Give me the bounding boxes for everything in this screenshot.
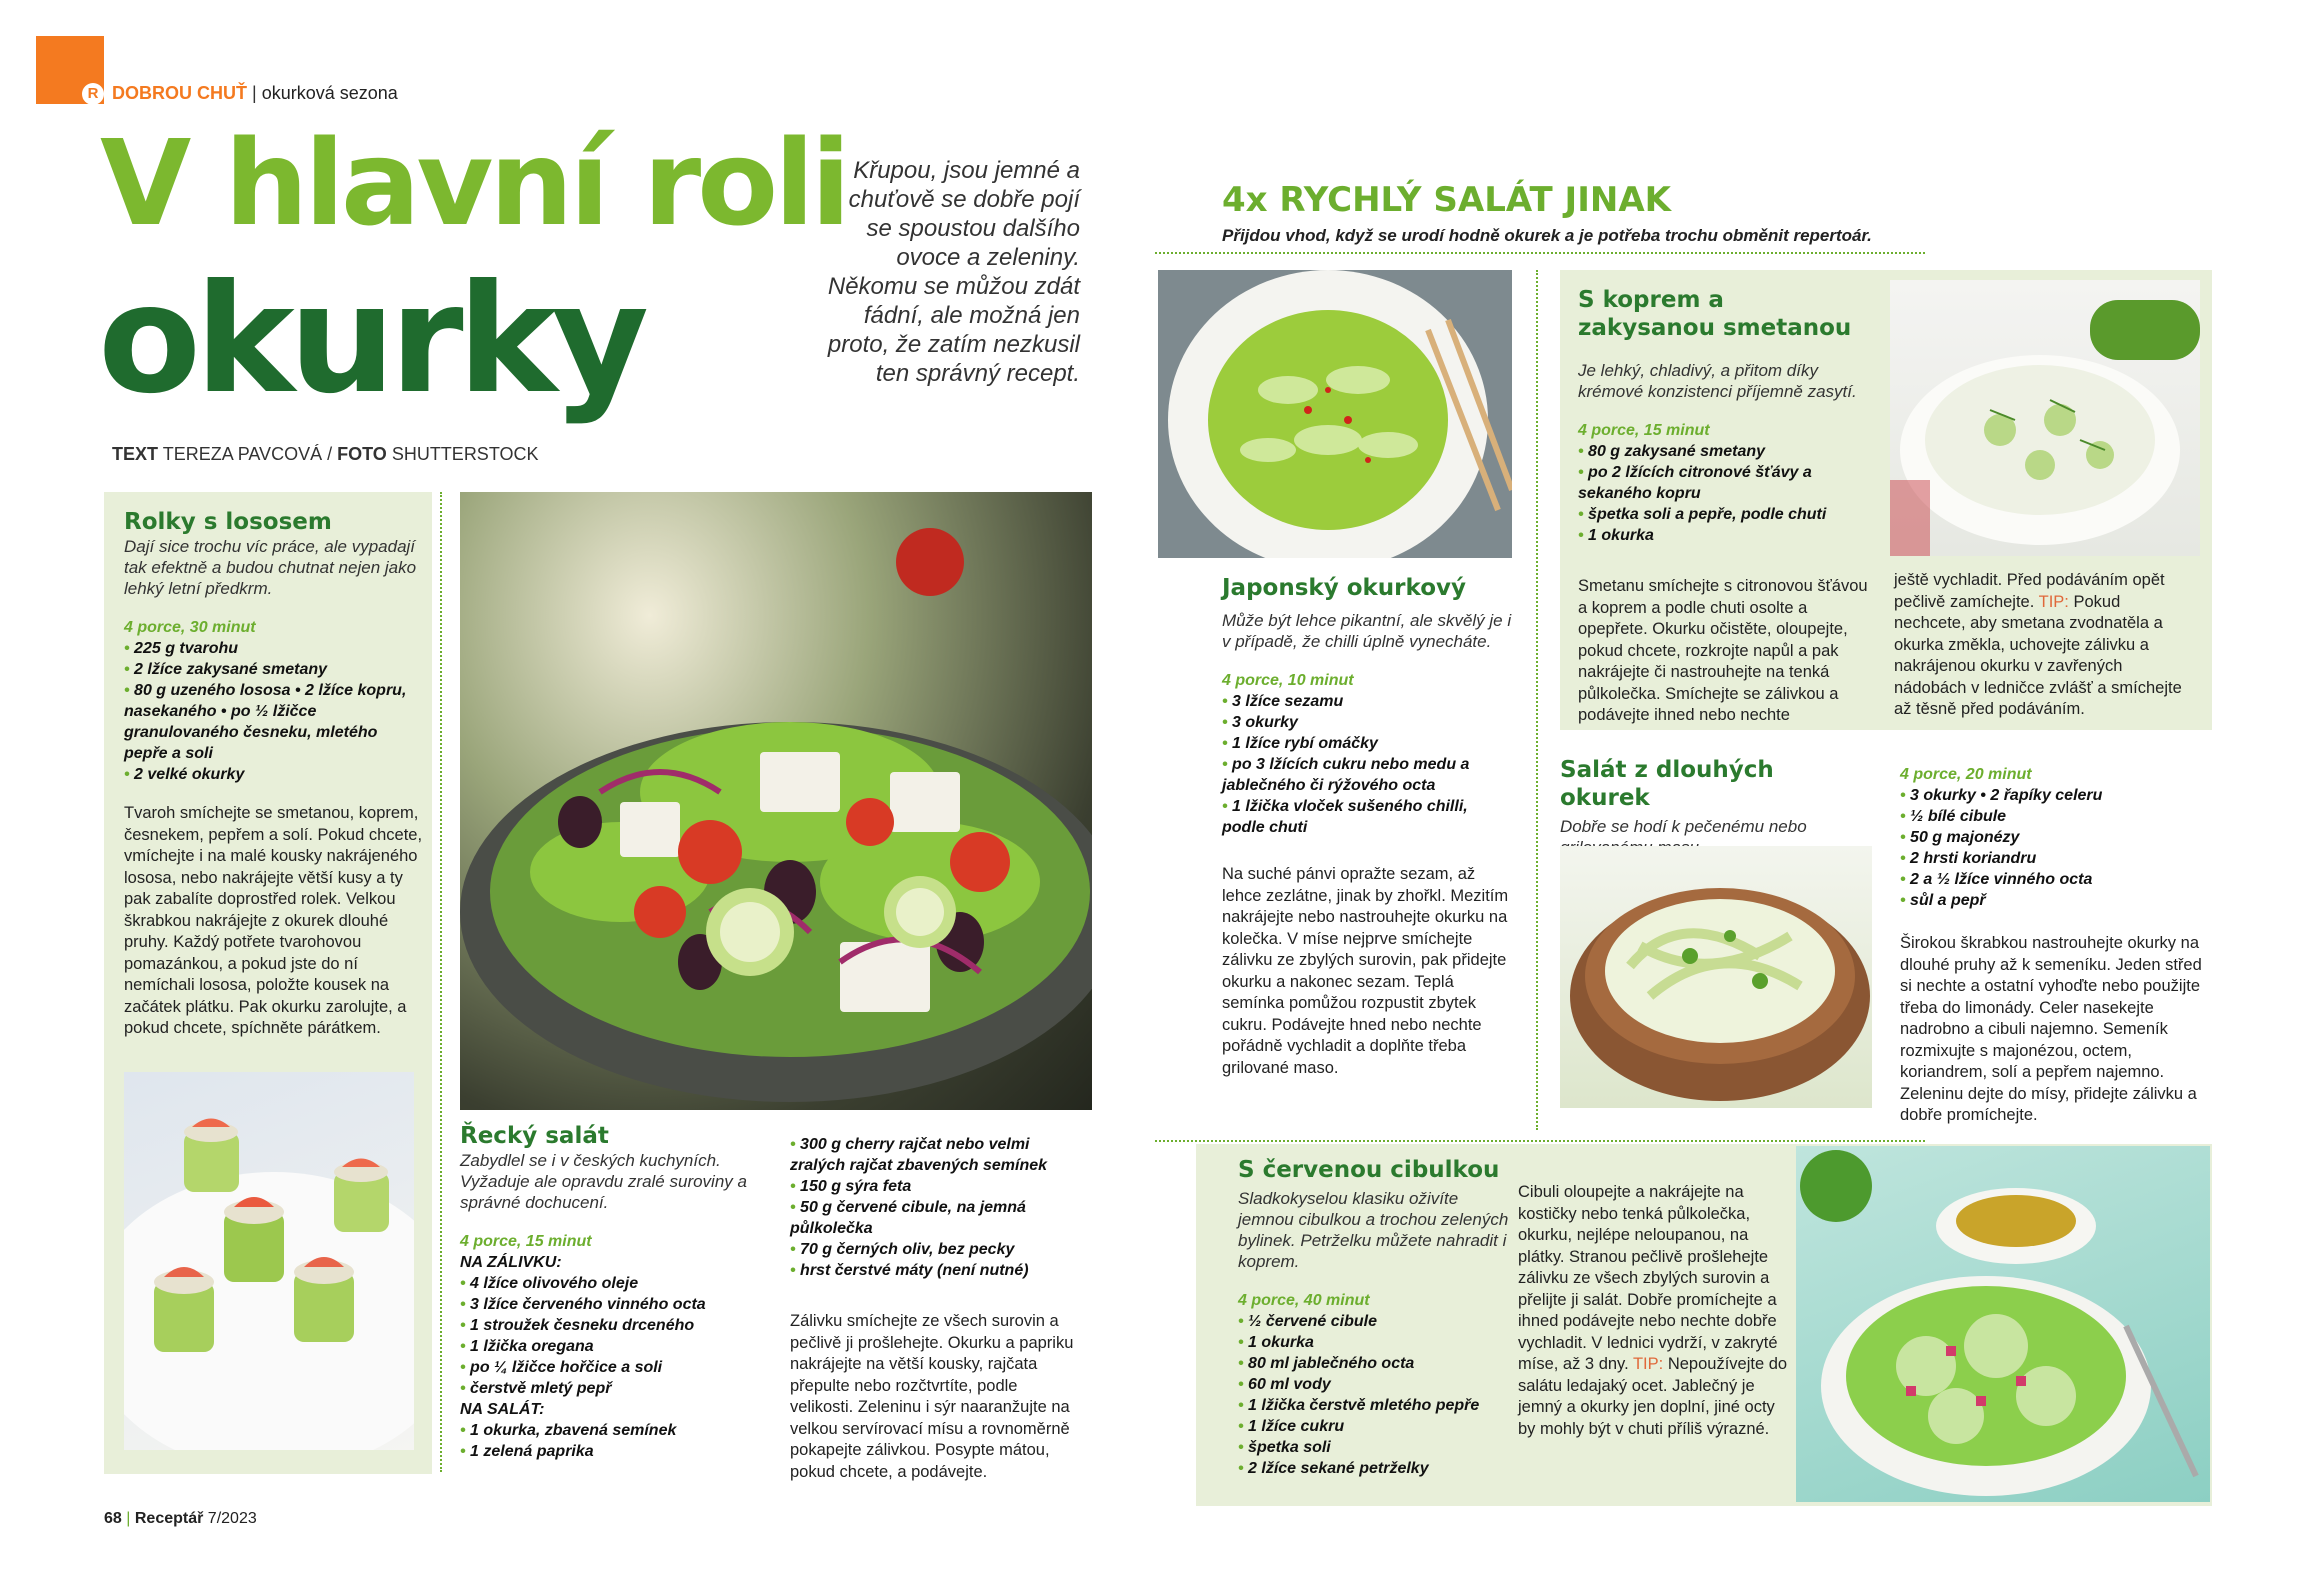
section-divider xyxy=(1155,1140,1925,1142)
koprem-photo xyxy=(1890,280,2200,556)
dlouhych-meta: 4 porce, 20 minut xyxy=(1900,766,2032,783)
dlouhych-section xyxy=(1560,756,1860,858)
ingredient-item: • 1 zelená paprika xyxy=(460,1441,780,1462)
header-section: DOBROU CHUŤ xyxy=(112,83,247,103)
footer-separator: | xyxy=(126,1510,131,1527)
ingredient-item: • 1 stroužek česneku drceného xyxy=(460,1315,780,1336)
cibulkou-tip-label: TIP: xyxy=(1632,1355,1664,1373)
dlouhych-title: Salát z dlouhých okurek xyxy=(1560,757,1774,811)
credits-slash: / xyxy=(327,444,333,464)
ingredient-item: • 2 a ½ lžíce vinného octa xyxy=(1900,869,2210,890)
ingredient-item: • 1 lžíce cukru xyxy=(1238,1416,1518,1437)
ingredient-item: • 1 okurka, zbavená semínek xyxy=(460,1420,780,1441)
recky-section-col2 xyxy=(790,1134,1080,1483)
credits-text-label: TEXT xyxy=(112,444,159,464)
cibulkou-body-text: Cibuli oloupejte a nakrájejte na kostičky nebo tenká půlkolečka, okurku, nejlépe neloupanou, na plátky. Stranou pečlivě prošlehejte zálivku ze všech zbylých surovin a přelijte ji salát. Dobře promíchejte a ihned podávejte nebo nechte dobře vychladit. V lednici vydrží, v zakryté míse, až 3 dny. xyxy=(1518,1183,1778,1373)
ingredient-item: • 1 lžička oregana xyxy=(460,1336,780,1357)
ingredient-item: • hrst čerstvé máty (není nutné) xyxy=(790,1260,1080,1281)
column-divider xyxy=(1536,270,1538,1130)
ingredient-item: • 70 g černých oliv, bez pecky xyxy=(790,1239,1080,1260)
ingredient-item: • sůl a pepř xyxy=(1900,890,2210,911)
ingredient-item: • 2 hrsti koriandru xyxy=(1900,848,2210,869)
credits-photo-label: FOTO xyxy=(337,444,387,464)
magazine-name: Receptář xyxy=(134,1510,204,1527)
ingredient-item: • 4 lžíce olivového oleje xyxy=(460,1273,780,1294)
rolky-title: Rolky s lososem xyxy=(124,509,332,535)
ingredient-item: • 2 velké okurky xyxy=(124,764,424,785)
issue-number: 7/2023 xyxy=(207,1510,257,1527)
koprem-intro: Je lehký, chladivý, a přitom díky krémové konzistenci příjemně zasytí. xyxy=(1578,361,1857,401)
koprem-tip-text: Pokud nechcete, aby smetana zvodnatěla a okurka změkla, uchovejte zálivku a nakrájenou okurku v zavřených nádobách v ledničce zvlášť a smíchejte až těsně před podáváním. xyxy=(1894,592,2182,718)
japonsky-intro: Může být lehce pikantní, ale skvělý je i v případě, že chilli úplně vynecháte. xyxy=(1222,611,1512,651)
section-divider xyxy=(1155,252,1925,254)
rolky-meta: 4 porce, 30 minut xyxy=(124,619,256,636)
dlouhych-section-col2 xyxy=(1900,756,2210,1127)
recky-photo xyxy=(460,492,1092,1110)
footer xyxy=(104,1510,257,1528)
ingredient-item: • čerstvě mletý pepř xyxy=(460,1378,780,1399)
header-separator: | xyxy=(252,83,257,103)
rolky-ingredients xyxy=(124,638,424,785)
ingredient-item: • ½ červené cibule xyxy=(1238,1311,1518,1332)
japonsky-ingredients xyxy=(1222,691,1512,838)
rolky-section xyxy=(124,508,424,1040)
cibulkou-tip-text: Nepoužívejte do salátu ledajaký ocet. Jablečný je jemný a okurky jen doplní, jiné octy by mohly být v chuti příliš výrazné. xyxy=(1518,1355,1788,1438)
ingredient-item: • 60 ml vody xyxy=(1238,1374,1518,1395)
ingredient-item: • 80 g uzeného lososa • 2 lžíce kopru, nasekaného • po ½ lžičce granulovaného česneku, mletého pepře a soli xyxy=(124,680,424,764)
credits-text-name: TEREZA PAVCOVÁ xyxy=(162,444,323,464)
rolky-photo xyxy=(124,1072,414,1450)
ingredient-item: • 80 g zakysané smetany xyxy=(1578,441,1868,462)
recky-ingredients-salad xyxy=(790,1134,1080,1281)
koprem-section-col2 xyxy=(1894,570,2194,721)
rolky-intro: Dají sice trochu víc práce, ale vypadají tak efektně a budou chutnat nejen jako lehký letní předkrm. xyxy=(124,537,417,598)
japonsky-body: Na suché pánvi opražte sezam, až lehce zezlátne, jinak by zhořkl. Mezitím nakrájejte nebo nastrouhejte okurku na kolečka. V míse nejprve smíchejte zálivku ze zbylých surovin, pak přidejte okurku a nakonec sezam. Teplá semínka pomůžou rozpustit zbytek cukru. Podávejte hned nebo nechte pořádně vychladit a doplňte třeba grilované maso. xyxy=(1222,865,1509,1077)
ingredient-item: • špetka soli a pepře, podle chuti xyxy=(1578,504,1868,525)
ingredient-item: • 150 g sýra feta xyxy=(790,1176,1080,1197)
ingredient-item: • ½ bílé cibule xyxy=(1900,806,2210,827)
ingredient-group-label: NA ZÁLIVKU: xyxy=(460,1254,562,1271)
ingredient-group-label: NA SALÁT: xyxy=(460,1401,545,1418)
cibulkou-section-col2 xyxy=(1518,1182,1788,1440)
ingredient-item: • 1 lžička vloček sušeného chilli, podle chuti xyxy=(1222,796,1512,838)
ingredient-item: • 3 lžíce sezamu xyxy=(1222,691,1512,712)
ingredient-item: • po ¼ lžičce hořčice a soli xyxy=(460,1357,780,1378)
ingredient-item: • 3 lžíce červeného vinného octa xyxy=(460,1294,780,1315)
ingredient-item: • 3 okurky xyxy=(1222,712,1512,733)
recky-meta: 4 porce, 15 minut xyxy=(460,1233,592,1250)
rolky-body: Tvaroh smíchejte se smetanou, koprem, česnekem, pepřem a solí. Pokud chcete, vmíchejte i na malé kousky nakrájeného lososa, nebo nakrájejte větší kusy a ty pak zabalíte doprostřed rolek. Velkou škrabkou nakrájejte z okurek dlouhé pruhy. Každý potřete tvarohovou pomazánkou, a pokud jste do ní nemíchali lososa, položte kousek na začátek plátku. Pak okurku zarolujte, a pokud chcete, spíchněte párátkem. xyxy=(124,804,423,1037)
header-line xyxy=(112,82,398,104)
koprem-body2 xyxy=(1894,570,2194,721)
page-title-line2: okurky xyxy=(98,253,644,427)
lede: Křupou, jsou jemné a chuťově se dobře pojí se spoustou dalšího ovoce a zeleniny. Někomu se můžou zdát fádní, ale možná jen proto, že zatím nezkusil ten správný recept. xyxy=(827,157,1080,387)
header-subsection: okurková sezona xyxy=(261,83,398,103)
dlouhych-photo xyxy=(1560,846,1872,1108)
dlouhych-ingredients xyxy=(1900,785,2210,911)
japonsky-title: Japonský okurkový xyxy=(1222,575,1466,601)
ingredient-item: • 50 g majonézy xyxy=(1900,827,2210,848)
page-number: 68 xyxy=(104,1510,122,1527)
rychly-subtitle: Přijdou vhod, když se urodí hodně okurek a je potřeba trochu obměnit repertoár. xyxy=(1222,226,1872,245)
koprem-ingredients xyxy=(1578,441,1868,546)
cibulkou-body xyxy=(1518,1182,1788,1440)
cibulkou-section xyxy=(1238,1156,1518,1479)
japonsky-section xyxy=(1222,574,1512,1079)
koprem-body: Smetanu smíchejte s citronovou šťávou a koprem a podle chuti osolte a opepřete. Okurku očistěte, oloupejte, pokud chcete, rozkrojte napůl a pak nakrájejte či nastrouhejte na tenká půlkolečka. Smíchejte se zálivkou a podávejte ihned nebo nechte xyxy=(1578,577,1868,724)
cibulkou-meta: 4 porce, 40 minut xyxy=(1238,1292,1370,1309)
koprem-body2-text: ještě vychladit. Před podáváním opět pečlivě zamíchejte. xyxy=(1894,571,2165,611)
ingredient-item: • 80 ml jablečného octa xyxy=(1238,1353,1518,1374)
koprem-tip-label: TIP: xyxy=(2038,592,2069,611)
ingredient-item: • po 3 lžících cukru nebo medu a jablečného či rýžového octa xyxy=(1222,754,1512,796)
dlouhych-intro: Dobře se hodí k pečenému nebo xyxy=(1560,817,1807,836)
dlouhych-body: Širokou škrabkou nastrouhejte okurky na dlouhé pruhy až k semeníku. Jeden střed si nechte a ostatní vyhoďte nebo použijte třeba do limonády. Celer nasekejte nadrobno a cibuli najemno. Semeník rozmixujte s majonézou, octem, koriandrem, solí a pepřem najemno. Zeleninu dejte do mísy, přidejte zálivku a dobře promíchejte. xyxy=(1900,934,2202,1124)
ingredient-item: • 300 g cherry rajčat nebo velmi zralých rajčat zbavených semínek xyxy=(790,1134,1080,1176)
recky-section xyxy=(460,1122,780,1462)
rychly-title: 4x RYCHLÝ SALÁT JINAK xyxy=(1222,180,1671,220)
ingredient-item: • 2 lžíce zakysané smetany xyxy=(124,659,424,680)
ingredient-item: • špetka soli xyxy=(1238,1437,1518,1458)
credits-photo-name: SHUTTERSTOCK xyxy=(391,444,539,464)
ingredient-item: • 50 g červené cibule, na jemná půlkolečka xyxy=(790,1197,1080,1239)
ingredient-item: • 1 okurka xyxy=(1578,525,1868,546)
japonsky-photo xyxy=(1158,270,1512,558)
koprem-title: S koprem a zakysanou smetanou xyxy=(1578,287,1852,341)
ingredient-item: • 1 lžička čerstvě mletého pepře xyxy=(1238,1395,1518,1416)
koprem-meta: 4 porce, 15 minut xyxy=(1578,422,1710,439)
cibulkou-title: S červenou cibulkou xyxy=(1238,1157,1500,1183)
recky-ingredients-dressing xyxy=(460,1252,780,1462)
cibulkou-ingredients xyxy=(1238,1311,1518,1479)
ingredient-item: • 225 g tvarohu xyxy=(124,638,424,659)
cibulkou-photo xyxy=(1796,1146,2210,1502)
page-title-line1: V hlavní roli xyxy=(100,114,848,252)
ingredient-item: • 1 lžíce rybí omáčky xyxy=(1222,733,1512,754)
recky-title: Řecký salát xyxy=(460,1123,609,1149)
ingredient-item: • 2 lžíce sekané petrželky xyxy=(1238,1458,1518,1479)
recky-body: Zálivku smíchejte ze všech surovin a pečlivě ji prošlehejte. Okurku a papriku nakrájejte na větší kousky, rajčata přepulte nebo rozčtvrtíte, podle velikosti. Zeleninu i sýr naaranžujte na velkou servírovací mísu a rovnoměrně pokapejte zálivkou. Posypte mátou, pokud chcete, a podávejte. xyxy=(790,1312,1074,1481)
column-divider xyxy=(440,492,442,1472)
japonsky-meta: 4 porce, 10 minut xyxy=(1222,672,1354,689)
recky-intro: Zabydlel se i v českých kuchyních. Vyžaduje ale opravdu zralé suroviny a správné dochucení. xyxy=(460,1151,747,1212)
ingredient-item: • 3 okurky • 2 řapíky celeru xyxy=(1900,785,2210,806)
ingredient-item: • 1 okurka xyxy=(1238,1332,1518,1353)
credits xyxy=(112,444,539,465)
koprem-section xyxy=(1578,286,1868,727)
cibulkou-intro: Sladkokyselou klasiku oživíte jemnou cibulkou a trochou zelených bylinek. Petrželku můžete nahradit i koprem. xyxy=(1238,1189,1509,1271)
ingredient-item: • po 2 lžících citronové šťávy a sekaného kopru xyxy=(1578,462,1868,504)
header-badge: R xyxy=(82,83,104,105)
